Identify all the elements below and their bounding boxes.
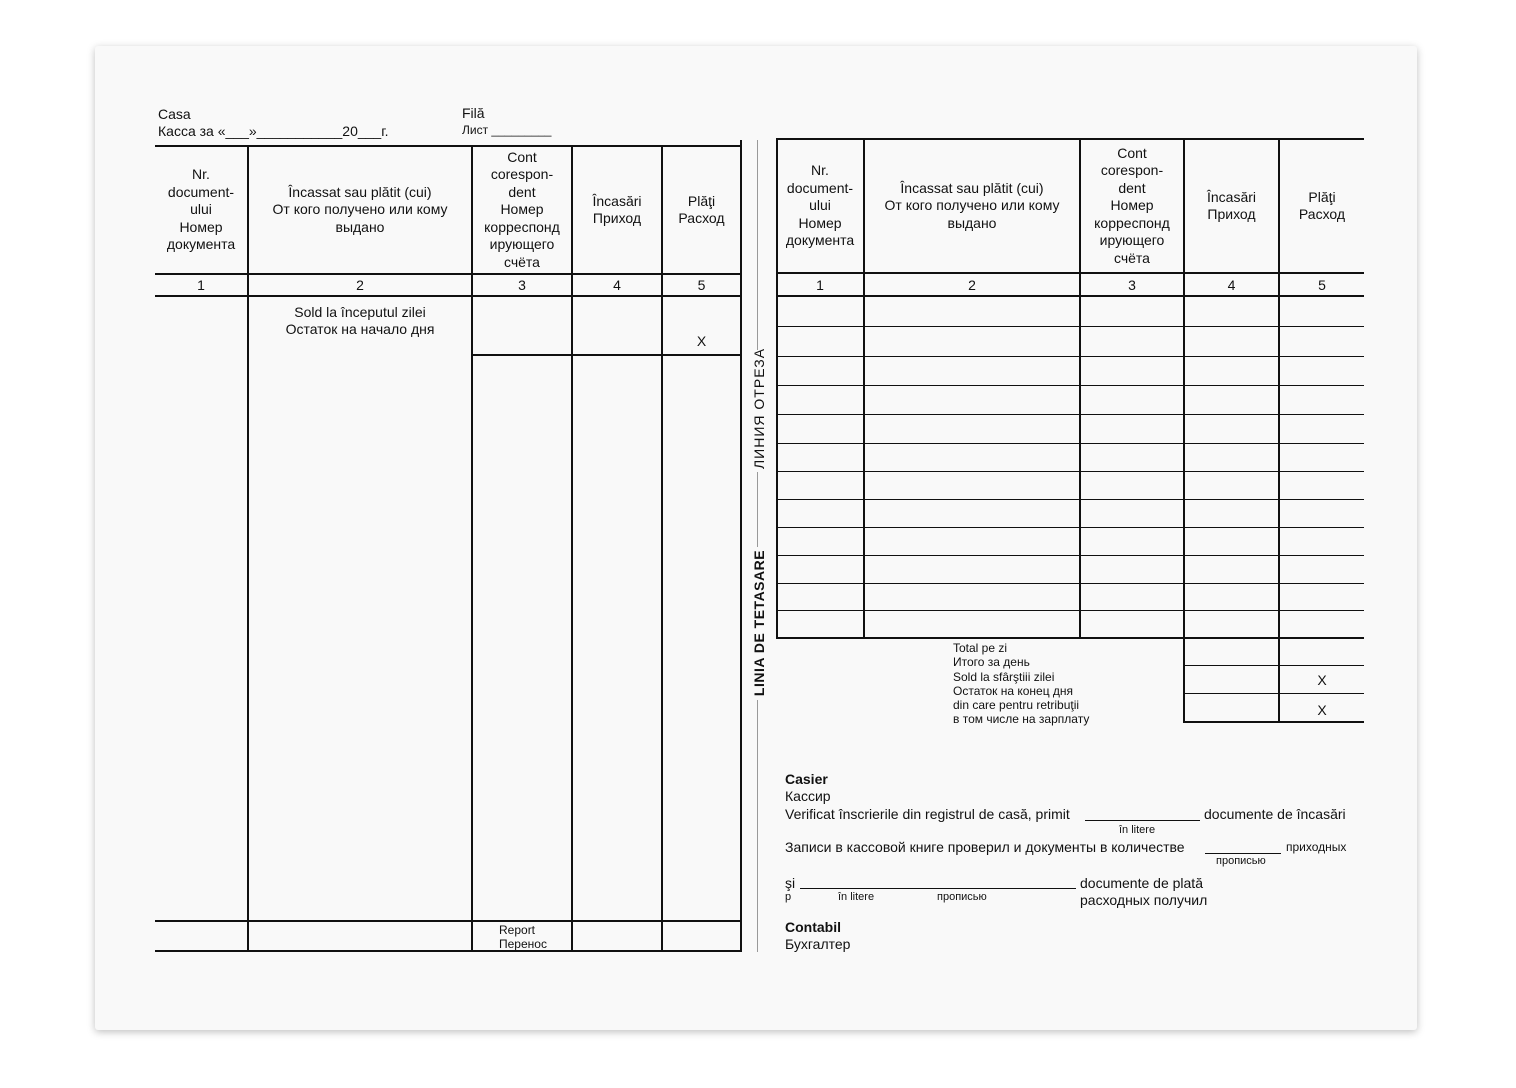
col-number: 1 [816,277,824,293]
list-label: Лист _________ [462,123,552,137]
x-mark: X [1317,672,1327,688]
col1-header: Nr. document- ului Номер документа [785,162,855,249]
fila-label: Filă [462,105,485,121]
accountant-label-ro: Contabil [785,919,841,935]
col2-header: Încassat sau plătit (cui) От кого получено или кому выдано [884,179,1060,231]
closing-balance-ru: Остаток на конец дня [953,684,1074,698]
salary-ro: din care pentru retribuţii [953,698,1080,712]
total-day-ro: Total pe zi [953,641,1008,655]
payment-docs-ru: расходных получил [1080,892,1208,908]
col-number: 3 [1128,277,1136,293]
col3-header: Cont corespon- dent Номер корреспонд ирующего счёта [1094,144,1170,266]
verified-text-ru-end: приходных [1286,840,1347,854]
payment-docs-ro: documente de plată [1080,875,1203,891]
col-number: 5 [1318,277,1326,293]
opening-balance-ru: Остаток на начало дня [285,321,435,337]
col-number: 4 [613,277,621,293]
and-ro: şi [785,875,796,891]
col1-header: Nr. document- ului Номер документа [166,166,236,253]
kassa-date-line: Касса за «___»___________20___г. [158,123,389,139]
col5-header: Plăţi Расход [1298,188,1346,222]
cut-line-label-ru: ЛИНИЯ ОТРЕЗА [751,347,767,469]
cashier-label-ro: Casier [785,771,828,787]
cashier-label-ru: Кассир [785,788,831,804]
x-mark: X [1317,702,1327,718]
col-number: 2 [968,277,976,293]
col2-header: Încassat sau plătit (cui) От кого получено или кому выдано [272,183,448,235]
in-words-caption: în litere [838,891,875,903]
verified-text-ro-end: documente de încasări [1204,806,1346,822]
col-number: 4 [1227,277,1236,293]
verified-text-ro: Verificat înscrierile din registrul de casă, primit [785,806,1070,822]
in-words-caption-ru: прописью [1216,855,1266,867]
col-number: 3 [518,277,526,293]
in-words-caption-ru: прописью [937,891,987,903]
in-words-caption: în litere [1119,824,1156,836]
total-day-ru: Итого за день [953,655,1030,669]
col-number: 5 [697,277,706,293]
closing-balance-ro: Sold la sfârştiii zilei [953,670,1055,684]
accountant-label-ru: Бухгалтер [785,936,851,952]
x-mark: X [696,333,707,349]
col5-header: Plăţi Расход [678,192,725,226]
salary-ru: в том числе на зарплату [953,712,1090,726]
carry-over-ru: Перенос [499,937,547,951]
col3-header: Cont corespon- dent Номер корреспонд ирующего счёта [484,148,560,270]
carry-over-ro: Report [499,923,536,937]
col4-header: Încasări Приход [1206,188,1257,222]
casa-label: Casa [158,106,191,122]
opening-balance-ro: Sold la începutul zilei [294,304,426,320]
col-number: 2 [356,277,364,293]
col-number: 1 [197,277,205,293]
cut-line-label-ro: LINIA DE TETASARE [751,549,767,697]
col4-header: Încasări Приход [592,192,642,226]
and-ru: р [785,891,792,903]
verified-text-ru: Записи в кассовой книге проверил и документы в количестве [785,839,1185,855]
